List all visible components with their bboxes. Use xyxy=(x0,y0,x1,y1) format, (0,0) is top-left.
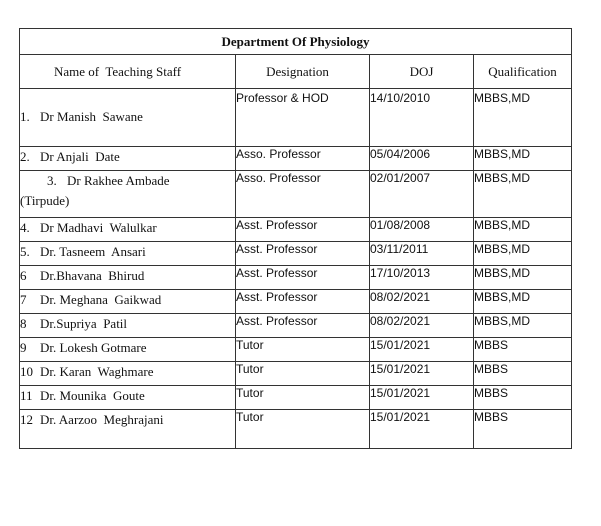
row-number: 7 xyxy=(20,292,27,307)
staff-rows xyxy=(20,89,572,449)
designation-cell: Asst. Professor xyxy=(236,242,370,266)
staff-name: Dr Anjali Date xyxy=(40,149,120,164)
designation-cell: Asst. Professor xyxy=(236,314,370,338)
table-row xyxy=(20,218,572,242)
doj-cell: 15/01/2021 xyxy=(370,362,474,386)
row-number: 4. xyxy=(20,220,30,235)
staff-name: Dr.Supriya Patil xyxy=(40,316,128,331)
table-row xyxy=(20,290,572,314)
staff-name-cell xyxy=(20,89,236,147)
row-number: 9 xyxy=(20,340,27,355)
doj-cell: 15/01/2021 xyxy=(370,386,474,410)
header-qualification: Qualification xyxy=(474,55,572,89)
qualification-cell: MBBS xyxy=(474,386,572,410)
table-row xyxy=(20,362,572,386)
staff-name-cell xyxy=(20,171,236,218)
header-designation: Designation xyxy=(236,55,370,89)
designation-cell: Asso. Professor xyxy=(236,171,370,218)
staff-name: Dr. Mounika Goute xyxy=(40,388,145,403)
staff-name: Dr. Meghana Gaikwad xyxy=(40,292,162,307)
doj-cell: 14/10/2010 xyxy=(370,89,474,147)
doj-cell: 08/02/2021 xyxy=(370,290,474,314)
designation-cell: Professor & HOD xyxy=(236,89,370,147)
doj-cell: 15/01/2021 xyxy=(370,338,474,362)
row-number: 1. xyxy=(20,109,30,124)
designation-cell: Tutor xyxy=(236,338,370,362)
table-row xyxy=(20,171,572,218)
staff-name: Dr Madhavi Walulkar xyxy=(40,220,157,235)
staff-name-cell xyxy=(20,410,236,449)
staff-name: Dr. Aarzoo Meghrajani xyxy=(40,412,164,427)
header-row xyxy=(20,55,572,89)
doj-cell: 08/02/2021 xyxy=(370,314,474,338)
designation-cell: Asst. Professor xyxy=(236,218,370,242)
qualification-cell: MBBS xyxy=(474,338,572,362)
staff-name-cell xyxy=(20,290,236,314)
row-number: 2. xyxy=(20,149,30,164)
row-number: 11 xyxy=(20,388,33,403)
staff-name-cell xyxy=(20,362,236,386)
header-name: Name of Teaching Staff xyxy=(20,55,236,89)
staff-name-cell xyxy=(20,266,236,290)
row-number: 12 xyxy=(20,412,33,427)
doj-cell: 02/01/2007 xyxy=(370,171,474,218)
row-number: 10 xyxy=(20,364,33,379)
doj-cell: 15/01/2021 xyxy=(370,410,474,449)
table-row xyxy=(20,338,572,362)
department-title: Department Of Physiology xyxy=(20,29,572,55)
table-row xyxy=(20,147,572,171)
title-row xyxy=(20,29,572,55)
qualification-cell: MBBS,MD xyxy=(474,314,572,338)
doj-cell: 17/10/2013 xyxy=(370,266,474,290)
designation-cell: Tutor xyxy=(236,362,370,386)
table-row xyxy=(20,242,572,266)
staff-name: Dr.Bhavana Bhirud xyxy=(40,268,145,283)
doj-cell: 01/08/2008 xyxy=(370,218,474,242)
staff-name-continued: (Tirpude) xyxy=(20,193,70,208)
table-row xyxy=(20,410,572,449)
table-row xyxy=(20,266,572,290)
qualification-cell: MBBS,MD xyxy=(474,89,572,147)
qualification-cell: MBBS,MD xyxy=(474,290,572,314)
row-number: 6 xyxy=(20,268,27,283)
qualification-cell: MBBS,MD xyxy=(474,242,572,266)
staff-name: Dr. Tasneem Ansari xyxy=(40,244,146,259)
staff-table xyxy=(19,28,572,449)
row-number: 3. xyxy=(47,173,57,188)
designation-cell: Asso. Professor xyxy=(236,147,370,171)
designation-cell: Tutor xyxy=(236,386,370,410)
qualification-cell: MBBS,MD xyxy=(474,218,572,242)
row-number: 5. xyxy=(20,244,30,259)
table-row xyxy=(20,314,572,338)
qualification-cell: MBBS,MD xyxy=(474,171,572,218)
table-row xyxy=(20,386,572,410)
staff-name-cell xyxy=(20,314,236,338)
staff-name: Dr. Karan Waghmare xyxy=(40,364,154,379)
staff-name: Dr Manish Sawane xyxy=(40,109,143,124)
staff-name-cell xyxy=(20,147,236,171)
qualification-cell: MBBS,MD xyxy=(474,266,572,290)
staff-name: Dr. Lokesh Gotmare xyxy=(40,340,147,355)
doj-cell: 05/04/2006 xyxy=(370,147,474,171)
designation-cell: Asst. Professor xyxy=(236,266,370,290)
designation-cell: Asst. Professor xyxy=(236,290,370,314)
staff-name-cell xyxy=(20,242,236,266)
staff-name-cell xyxy=(20,338,236,362)
row-number: 8 xyxy=(20,316,27,331)
staff-name-cell xyxy=(20,218,236,242)
qualification-cell: MBBS xyxy=(474,410,572,449)
staff-name: Dr Rakhee Ambade xyxy=(67,173,170,188)
staff-name-cell xyxy=(20,386,236,410)
qualification-cell: MBBS,MD xyxy=(474,147,572,171)
qualification-cell: MBBS xyxy=(474,362,572,386)
table-row xyxy=(20,89,572,147)
doj-cell: 03/11/2011 xyxy=(370,242,474,266)
designation-cell: Tutor xyxy=(236,410,370,449)
header-doj: DOJ xyxy=(370,55,474,89)
